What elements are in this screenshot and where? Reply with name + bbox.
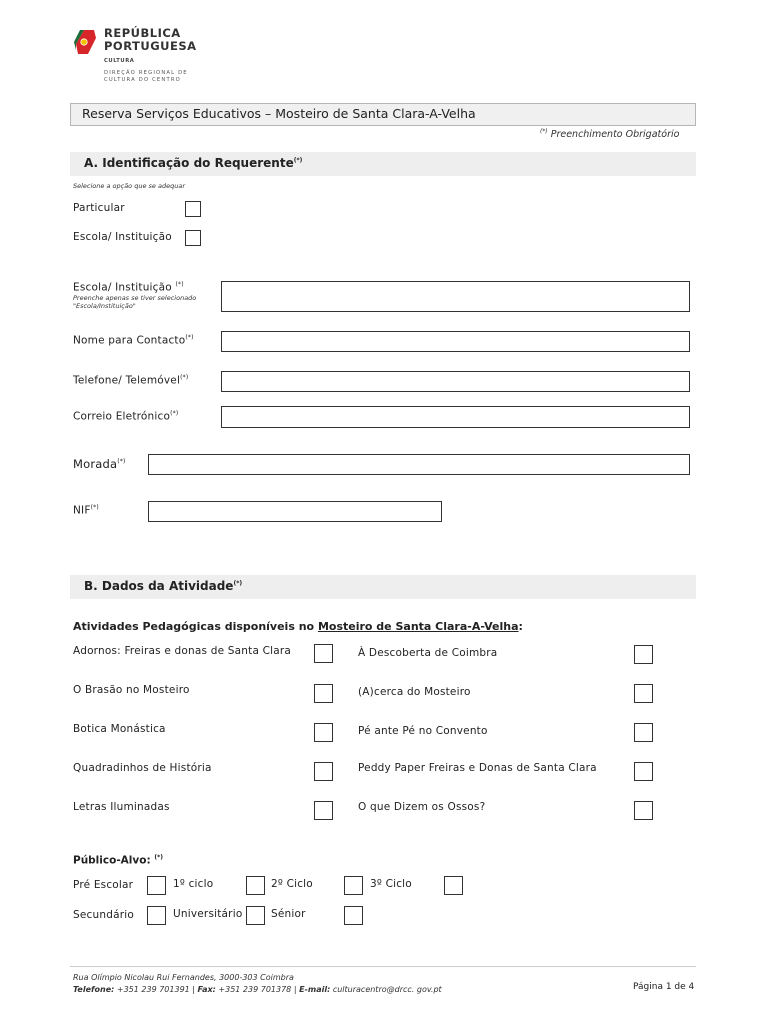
publico-universitario-label: Universitário bbox=[173, 908, 243, 920]
publico-alvo-label bbox=[73, 854, 163, 867]
activity-left-5: Letras Iluminadas bbox=[73, 801, 170, 813]
activity-right-4: Peddy Paper Freiras e Donas de Santa Clara bbox=[358, 762, 597, 774]
required-note-text: Preenchimento Obrigatório bbox=[550, 129, 680, 141]
activity-left-1-checkbox[interactable] bbox=[314, 644, 333, 663]
activities-intro: Atividades Pedagógicas disponíveis no bbox=[73, 620, 315, 633]
option-particular-checkbox[interactable] bbox=[185, 201, 201, 217]
nif-field[interactable] bbox=[148, 501, 442, 522]
correio-field[interactable] bbox=[221, 406, 690, 428]
logo-sub-cultura: CULTURA bbox=[104, 58, 135, 64]
activity-left-3-checkbox[interactable] bbox=[314, 723, 333, 742]
publico-senior-label: Sénior bbox=[271, 908, 306, 920]
footer-address: Rua Olímpio Nicolau Rui Fernandes, 3000-303 Coimbra bbox=[73, 973, 294, 982]
required-mark: (*) bbox=[154, 854, 163, 861]
required-mark: (*) bbox=[540, 128, 548, 135]
logo-line-2: PORTUGUESA bbox=[104, 39, 197, 53]
activity-left-2-checkbox[interactable] bbox=[314, 684, 333, 703]
required-mark: (*) bbox=[117, 458, 126, 466]
option-escola-label: Escola/ Instituição bbox=[73, 231, 172, 243]
footer-email-value: culturacentro@drcc. gov.pt bbox=[332, 985, 442, 994]
escola-field[interactable] bbox=[221, 281, 690, 312]
required-note bbox=[540, 128, 679, 140]
section-b-title-text: B. Dados da Atividade bbox=[84, 579, 234, 593]
footer-email-label: E-mail: bbox=[299, 985, 331, 994]
escola-hint-line-2: "Escola/Instituição" bbox=[73, 302, 136, 310]
morada-label-text: Morada bbox=[73, 457, 118, 471]
required-mark: (*) bbox=[180, 374, 189, 381]
required-mark: (*) bbox=[233, 580, 243, 587]
publico-2-ciclo-checkbox[interactable] bbox=[344, 876, 363, 895]
publico-1-ciclo-label: 1º ciclo bbox=[173, 878, 214, 890]
logo-sub-line-2: CULTURA DO CENTRO bbox=[104, 77, 181, 83]
footer-tel-value: +351 239 701391 bbox=[116, 985, 190, 994]
activity-left-5-checkbox[interactable] bbox=[314, 801, 333, 820]
publico-alvo-label-text: Público-Alvo: bbox=[73, 854, 151, 867]
section-a-instruction: Selecione a opção que se adequar bbox=[73, 182, 185, 190]
activity-left-4-checkbox[interactable] bbox=[314, 762, 333, 781]
publico-secundario-checkbox[interactable] bbox=[147, 906, 166, 925]
logo-title bbox=[104, 27, 197, 53]
publico-3-ciclo-label: 3º Ciclo bbox=[370, 878, 412, 890]
telefone-field[interactable] bbox=[221, 371, 690, 392]
telefone-label bbox=[73, 374, 188, 387]
activity-right-5-checkbox[interactable] bbox=[634, 801, 653, 820]
activity-right-3-checkbox[interactable] bbox=[634, 723, 653, 742]
footer-divider bbox=[70, 966, 696, 967]
activity-left-3: Botica Monástica bbox=[73, 723, 166, 735]
nome-contacto-field[interactable] bbox=[221, 331, 690, 352]
publico-pre-escolar-label: Pré Escolar bbox=[73, 879, 134, 891]
logo-line-1: REPÚBLICA bbox=[104, 26, 181, 40]
activities-heading bbox=[73, 620, 523, 633]
logo-sub-line-1: DIREÇÃO REGIONAL DE bbox=[104, 70, 188, 76]
required-mark: (*) bbox=[90, 504, 99, 511]
activity-right-3: Pé ante Pé no Convento bbox=[358, 725, 488, 737]
section-a-title-text: A. Identificação do Requerente bbox=[84, 156, 294, 170]
publico-2-ciclo-label: 2º Ciclo bbox=[271, 878, 313, 890]
publico-senior-checkbox[interactable] bbox=[344, 906, 363, 925]
correio-label bbox=[73, 410, 178, 423]
activity-left-1: Adornos: Freiras e donas de Santa Clara bbox=[73, 645, 292, 657]
footer-fax-label: Fax: bbox=[197, 985, 216, 994]
activity-right-1-checkbox[interactable] bbox=[634, 645, 653, 664]
activity-right-5: O que Dizem os Ossos? bbox=[358, 801, 486, 813]
required-mark: (*) bbox=[293, 157, 303, 164]
telefone-label-text: Telefone/ Telemóvel bbox=[73, 374, 181, 387]
activities-colon: : bbox=[518, 620, 523, 633]
form-title: Reserva Serviços Educativos – Mosteiro de Santa Clara-A-Velha bbox=[82, 106, 476, 121]
nif-label bbox=[73, 504, 99, 517]
activity-left-4: Quadradinhos de História bbox=[73, 762, 212, 774]
morada-field[interactable] bbox=[148, 454, 690, 475]
footer-separator: | bbox=[293, 985, 297, 994]
footer-separator: | bbox=[192, 985, 195, 994]
activities-place: Mosteiro de Santa Clara-A-Velha bbox=[317, 620, 519, 633]
option-escola-checkbox[interactable] bbox=[185, 230, 201, 246]
required-mark: (*) bbox=[185, 334, 194, 341]
publico-secundario-label: Secundário bbox=[73, 909, 134, 921]
activity-right-4-checkbox[interactable] bbox=[634, 762, 653, 781]
publico-3-ciclo-checkbox[interactable] bbox=[444, 876, 463, 895]
republica-portuguesa-logo-icon bbox=[74, 28, 98, 56]
page-number: Página 1 de 4 bbox=[633, 982, 695, 992]
escola-hint-line-1: Preenche apenas se tiver selecionado bbox=[73, 294, 197, 302]
nif-label-text: NIF bbox=[73, 504, 91, 517]
morada-label bbox=[73, 457, 126, 471]
activity-left-2: O Brasão no Mosteiro bbox=[73, 684, 190, 696]
nome-contacto-label bbox=[73, 334, 194, 347]
logo-sub-direcao bbox=[104, 70, 188, 84]
escola-field-hint bbox=[73, 294, 196, 310]
activity-right-1: À Descoberta de Coimbra bbox=[358, 647, 498, 659]
footer-contacts bbox=[73, 985, 442, 994]
activity-right-2: (A)cerca do Mosteiro bbox=[358, 686, 471, 698]
nome-contacto-label-text: Nome para Contacto bbox=[73, 334, 186, 347]
publico-universitario-checkbox[interactable] bbox=[246, 906, 265, 925]
publico-pre-escolar-checkbox[interactable] bbox=[147, 876, 166, 895]
escola-field-label bbox=[73, 281, 184, 294]
footer-fax-value: +351 239 701378 bbox=[218, 985, 292, 994]
activity-right-2-checkbox[interactable] bbox=[634, 684, 653, 703]
option-particular-label: Particular bbox=[73, 202, 125, 214]
publico-1-ciclo-checkbox[interactable] bbox=[246, 876, 265, 895]
required-mark: (*) bbox=[170, 410, 179, 417]
escola-field-label-text: Escola/ Instituição bbox=[73, 281, 172, 294]
section-b-title bbox=[84, 579, 242, 593]
section-a-title bbox=[84, 156, 302, 170]
correio-label-text: Correio Eletrónico bbox=[73, 410, 171, 423]
required-mark: (*) bbox=[175, 281, 184, 288]
footer-tel-label: Telefone: bbox=[73, 985, 115, 994]
